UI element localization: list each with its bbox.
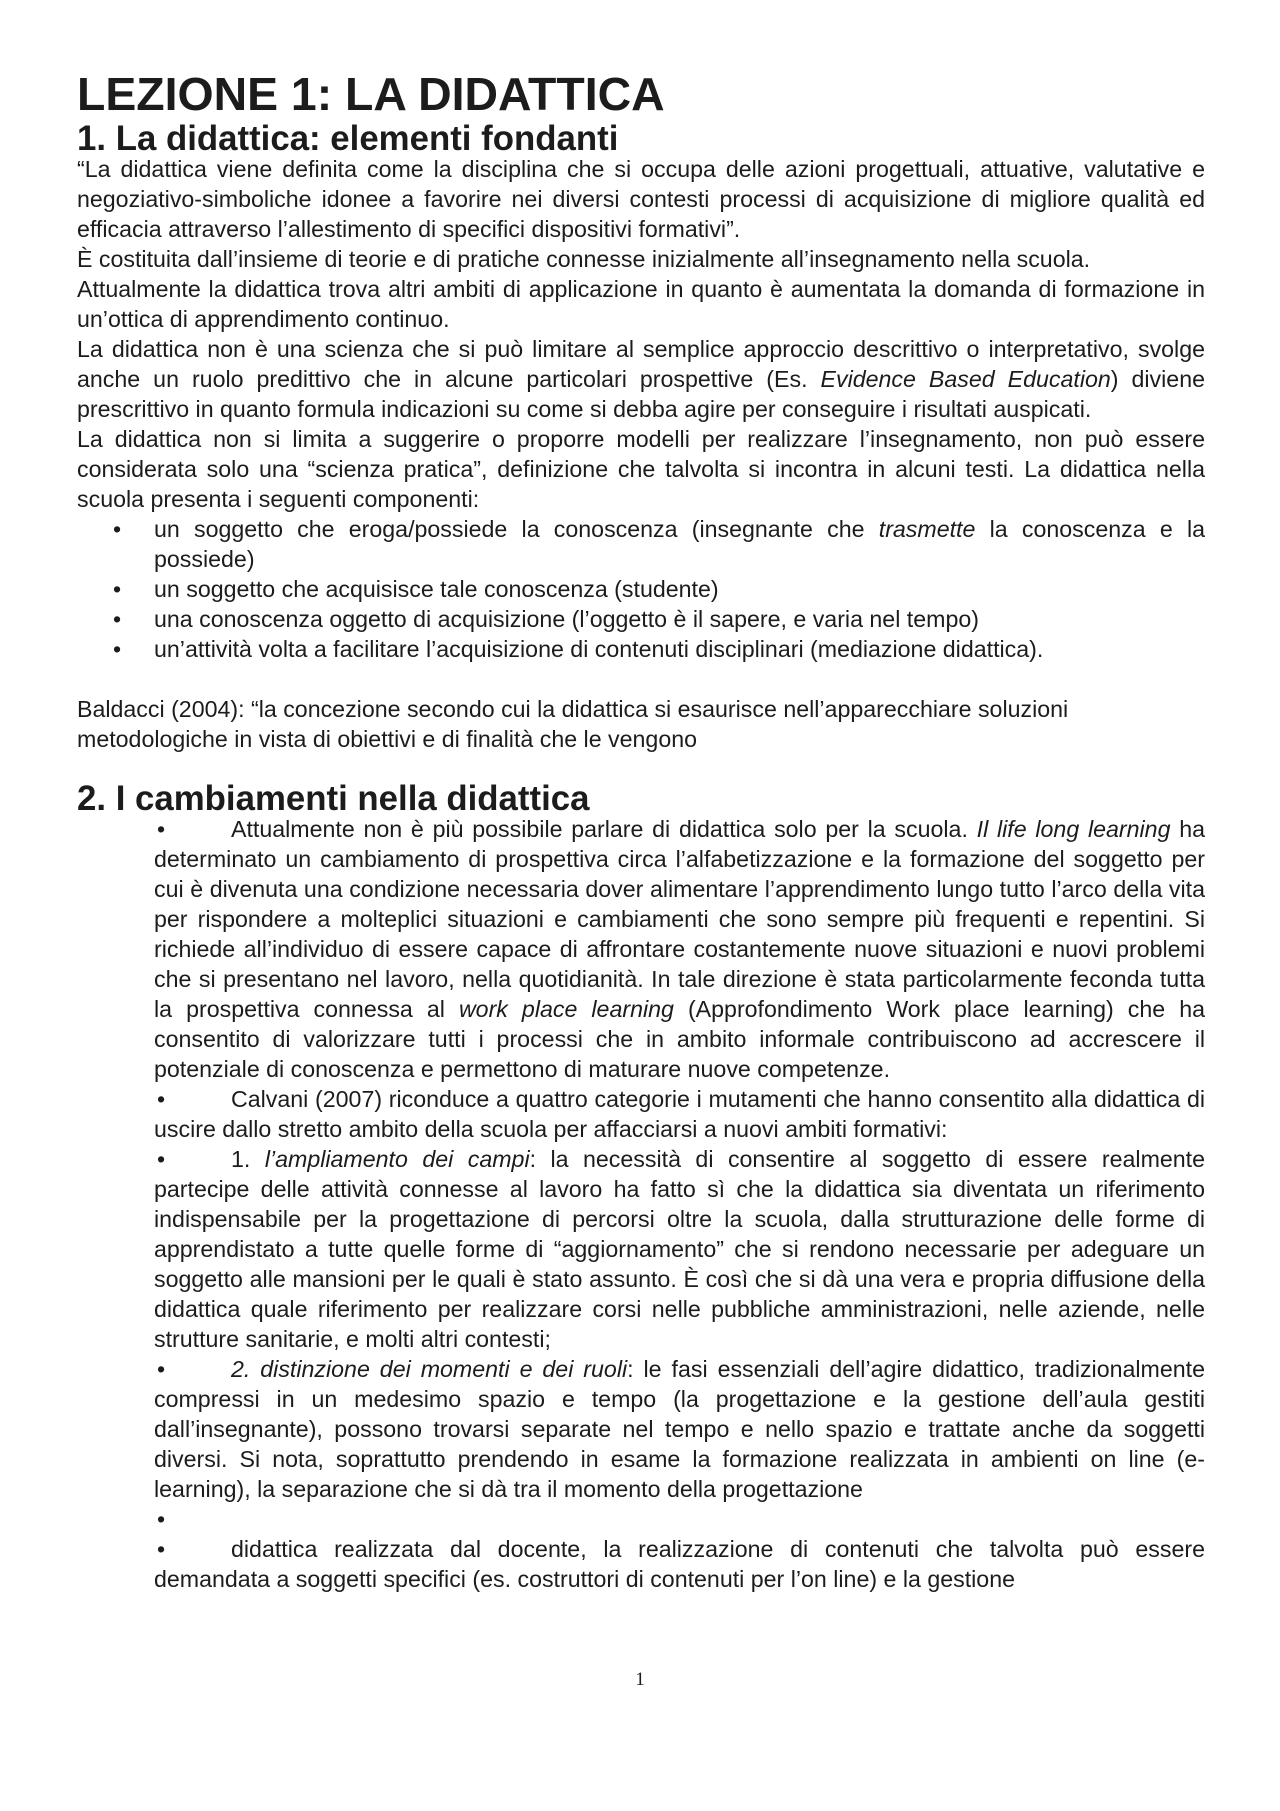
list-item: • Attualmente non è più possibile parlare di didattica solo per la scuola. Il life long learning ha determinato un cambiamento di prospettiva circa l’alfabetizzazione e la formazione del soggetto per cui è divenuta una condizione necessaria dover alimentare l’apprendimento lungo tutto l’arco della vita per rispondere a molteplici situazioni e cambiamenti che sono sempre più frequenti e repentini. Si richiede all’individuo di essere capace di affrontare costantemente nuove situazioni e nuovi problemi che si presentano nel lavoro, nella quotidianità. In tale direzione è stata particolarmente feconda tutta la prospettiva connessa al work place learning (Approfondimento Work place learning) che ha consentito di valorizzare tutti i processi che in ambito informale contribuiscono ad accrescere il potenziale di conoscenza e permettono di maturare nuove competenze. (154, 816, 1206, 1082)
bullet-icon: • (157, 1146, 166, 1172)
bullet-icon: • (157, 816, 166, 842)
components-intro-paragraph: La didattica non si limita a suggerire o proporre modelli per realizzare l’insegnamento, non può essere considerata solo una “scienza pratica”, definizione che talvolta si incontra in alcuni testi. La didattica nella scuola presenta i seguenti componenti: (77, 426, 1205, 512)
bullet-icon: • (157, 1536, 166, 1562)
bullet-icon: • (157, 1086, 166, 1112)
list-item: • un’attività volta a facilitare l’acquisizione di contenuti disciplinari (mediazione didattica). (113, 636, 1044, 662)
list-item: • una conoscenza oggetto di acquisizione (l’oggetto è il sapere, e varia nel tempo) (113, 606, 979, 632)
components-list (77, 514, 1205, 664)
page-number: 1 (635, 1669, 645, 1690)
bullet-icon: • (113, 516, 122, 542)
bullet-icon: • (157, 1356, 166, 1382)
list-item: • 2. distinzione dei momenti e dei ruoli: le fasi essenziali dell’agire didattico, tradizionalmente compressi in un medesimo spazio e tempo (la progettazione e la gestione dell’aula gestiti dall’insegnante), possono trovarsi separate nel tempo e nello spazio e trattate anche da soggetti diversi. Si nota, soprattutto prendendo in esame la formazione realizzata in ambienti on line (e-learning), la separazione che si dà tra il momento della progettazione (154, 1356, 1205, 1502)
spacer (77, 664, 1205, 694)
list-item: • Calvani (2007) riconduce a quattro categorie i mutamenti che hanno consentito alla didattica di uscire dallo stretto ambito della scuola per affacciarsi a nuovi ambiti formativi: (154, 1086, 1205, 1142)
list-item (154, 1504, 1205, 1534)
bullet-icon: • (113, 576, 122, 602)
lesson-title: LEZIONE 1: LA DIDATTICA (77, 68, 665, 120)
list-item: • un soggetto che eroga/possiede la conoscenza (insegnante che trasmette la conoscenza e la possiede) (113, 516, 1205, 572)
section-2-title: 2. I cambiamenti nella didattica (77, 779, 590, 818)
science-paragraph: La didattica non è una scienza che si può limitare al semplice approccio descrittivo o interpretativo, svolge anche un ruolo predittivo che in alcune particolari prospettive (Es. Evidence Based Education) diviene prescrittivo in quanto formula indicazioni su come si debba agire per conseguire i risultati auspicati. (77, 336, 1205, 422)
changes-list (77, 814, 1205, 1594)
bullet-icon: • (113, 606, 122, 632)
baldacci-quote: Baldacci (2004): “la concezione secondo cui la didattica si esaurisce nell’apparecchiare soluzioni metodologiche in vista di obiettivi e di finalità che le vengono (77, 696, 1069, 752)
list-item: • 1. l’ampliamento dei campi: la necessità di consentire al soggetto di essere realmente partecipe delle attività connesse al lavoro ha fatto sì che la didattica sia diventata un riferimento indispensabile per la progettazione di percorsi oltre la scuola, dalla strutturazione delle forme di apprendistato a tutte quelle forme di “aggiornamento” che si rendono necessarie per adeguare un soggetto alle mansioni per le quali è stato assunto. È così che si dà una vera e propria diffusione della didattica quale riferimento per realizzare corsi nelle pubbliche amministrazioni, nelle aziende, nelle strutture sanitarie, e molti altri contesti; (154, 1146, 1206, 1352)
list-item: • un soggetto che acquisisce tale conoscenza (studente) (113, 576, 719, 602)
bullet-icon: • (113, 636, 122, 662)
evidence-based-term: Evidence Based Education (820, 366, 1111, 392)
bullet-icon: • (157, 1506, 166, 1532)
definition-paragraph: “La didattica viene definita come la disciplina che si occupa delle azioni progettuali, attuative, valutative e negoziativo-simboliche idonee a favorire nei diversi contesti processi di acquisizione di migliore qualità ed efficacia attraverso l’allestimento di specifici dispositivi formativi”. (77, 156, 1205, 242)
list-item: • didattica realizzata dal docente, la realizzazione di contenuti che talvolta può essere demandata a soggetti specifici (es. costruttori di contenuti per l’on line) e la gestione (154, 1536, 1205, 1592)
section-1-title: 1. La didattica: elementi fondanti (77, 119, 619, 158)
page-content (77, 68, 1206, 1594)
composition-paragraph: È costituita dall’insieme di teorie e di pratiche connesse inizialmente all’insegnamento nella scuola. (77, 246, 1091, 272)
application-paragraph: Attualmente la didattica trova altri ambiti di applicazione in quanto è aumentata la domanda di formazione in un’ottica di apprendimento continuo. (77, 276, 1205, 332)
